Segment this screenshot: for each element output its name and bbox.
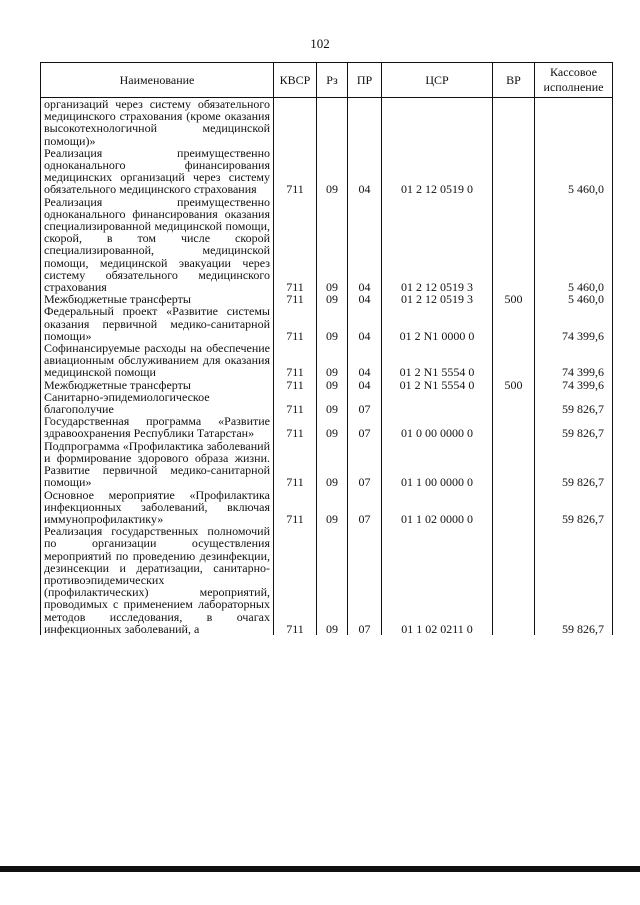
cell-amount: 5 460,0 (535, 293, 613, 305)
header-kvsr: КВСР (274, 63, 317, 98)
cell-csr (382, 98, 493, 147)
cell-csr (382, 391, 493, 415)
cell-csr: 01 1 00 0000 0 (382, 440, 493, 489)
cell-name: Межбюджетные трансферты (41, 293, 274, 305)
cell-kvsr: 711 (274, 415, 317, 439)
table-row (41, 98, 613, 147)
cell-kvsr: 711 (274, 391, 317, 415)
table-row (41, 415, 613, 439)
page-number: 102 (310, 36, 330, 51)
cell-vr (493, 440, 535, 489)
table-row (41, 525, 613, 635)
table-row (41, 342, 613, 379)
header-csr: ЦСР (382, 63, 493, 98)
cell-amount: 74 399,6 (535, 379, 613, 391)
cell-amount: 74 399,6 (535, 305, 613, 342)
cell-pr: 07 (348, 415, 382, 439)
cell-amount (535, 98, 613, 147)
table-header-row (41, 63, 613, 98)
cell-vr (493, 342, 535, 379)
cell-kvsr: 711 (274, 342, 317, 379)
cell-rz: 09 (317, 196, 348, 294)
cell-vr (493, 98, 535, 147)
cell-vr (493, 391, 535, 415)
cell-name: Основное мероприятие «Профилактика инфекционных заболеваний, включая иммунопрофилактику» (41, 489, 274, 526)
cell-pr: 04 (348, 147, 382, 196)
table-row (41, 305, 613, 342)
cell-name: Федеральный проект «Развитие системы оказания первичной медико-санитарной помощи» (41, 305, 274, 342)
table-row (41, 391, 613, 415)
cell-vr: 500 (493, 379, 535, 391)
cell-name: Санитарно-эпидемиологическое благополучие (41, 391, 274, 415)
cell-name: Государственная программа «Развитие здравоохранения Республики Татарстан» (41, 415, 274, 439)
cell-pr: 07 (348, 525, 382, 635)
cell-kvsr: 711 (274, 147, 317, 196)
cell-amount: 74 399,6 (535, 342, 613, 379)
cell-rz: 09 (317, 489, 348, 526)
cell-amount: 59 826,7 (535, 391, 613, 415)
cell-pr: 04 (348, 196, 382, 294)
cell-pr: 07 (348, 391, 382, 415)
cell-csr: 01 2 12 0519 0 (382, 147, 493, 196)
cell-name: Реализация преимущественно одноканального финансирования оказания специализированной медицинской помощи, скорой, в том числе скорой специализированной, медицинской помощи, медицинской эвакуации через систему обязательного медицинского страхования (41, 196, 274, 294)
header-name: Наименование (41, 63, 274, 98)
cell-kvsr: 711 (274, 525, 317, 635)
cell-vr: 500 (493, 293, 535, 305)
cell-name: организаций через систему обязательного медицинского страхования (кроме оказания высокотехнологичной медицинской помощи)» (41, 98, 274, 147)
cell-rz: 09 (317, 147, 348, 196)
cell-csr: 01 1 02 0000 0 (382, 489, 493, 526)
header-vr: ВР (493, 63, 535, 98)
cell-rz: 09 (317, 525, 348, 635)
cell-pr: 07 (348, 440, 382, 489)
cell-amount: 5 460,0 (535, 196, 613, 294)
cell-csr: 01 2 N1 5554 0 (382, 342, 493, 379)
cell-rz: 09 (317, 415, 348, 439)
cell-csr: 01 2 N1 0000 0 (382, 305, 493, 342)
header-kassovoe: Кассовое исполнение (535, 63, 613, 98)
cell-pr: 04 (348, 342, 382, 379)
table-row (41, 196, 613, 294)
page-bottom-bar (0, 866, 640, 872)
cell-amount: 59 826,7 (535, 415, 613, 439)
cell-kvsr: 711 (274, 379, 317, 391)
cell-csr: 01 0 00 0000 0 (382, 415, 493, 439)
cell-pr: 04 (348, 379, 382, 391)
cell-amount: 59 826,7 (535, 525, 613, 635)
cell-kvsr (274, 98, 317, 147)
cell-csr: 01 2 12 0519 3 (382, 196, 493, 294)
cell-rz: 09 (317, 342, 348, 379)
cell-vr (493, 415, 535, 439)
cell-pr: 07 (348, 489, 382, 526)
cell-vr (493, 147, 535, 196)
table-row (41, 489, 613, 526)
cell-rz: 09 (317, 440, 348, 489)
table-row (41, 147, 613, 196)
cell-csr: 01 2 12 0519 3 (382, 293, 493, 305)
cell-amount: 5 460,0 (535, 147, 613, 196)
header-rz: Рз (317, 63, 348, 98)
cell-rz (317, 98, 348, 147)
cell-amount: 59 826,7 (535, 440, 613, 489)
cell-vr (493, 525, 535, 635)
cell-rz: 09 (317, 293, 348, 305)
cell-kvsr: 711 (274, 305, 317, 342)
cell-name: Подпрограмма «Профилактика заболеваний и формирование здорового образа жизни. Развитие первичной медико-санитарной помощи» (41, 440, 274, 489)
cell-name: Реализация государственных полномочий по организации осуществления мероприятий по проведению дезинфекции, дезинсекции и дератизации, санитарно-противоэпидемических (профилактических) мероприятий, проводимых с применением лабораторных методов исследования, в очагах инфекционных заболеваний, а (41, 525, 274, 635)
cell-vr (493, 196, 535, 294)
cell-pr: 04 (348, 305, 382, 342)
cell-csr: 01 1 02 0211 0 (382, 525, 493, 635)
cell-pr: 04 (348, 293, 382, 305)
header-pr: ПР (348, 63, 382, 98)
table-row (41, 440, 613, 489)
cell-rz: 09 (317, 391, 348, 415)
cell-name: Реализация преимущественно одноканального финансирования медицинских организаций через систему обязательного медицинского страхования (41, 147, 274, 196)
cell-rz: 09 (317, 305, 348, 342)
cell-vr (493, 489, 535, 526)
cell-kvsr: 711 (274, 440, 317, 489)
budget-table (40, 62, 613, 635)
cell-kvsr: 711 (274, 489, 317, 526)
cell-vr (493, 305, 535, 342)
cell-name: Софинансируемые расходы на обеспечение авиационным обслуживанием для оказания медицинской помощи (41, 342, 274, 379)
cell-name: Межбюджетные трансферты (41, 379, 274, 391)
cell-pr (348, 98, 382, 147)
cell-amount: 59 826,7 (535, 489, 613, 526)
cell-csr: 01 2 N1 5554 0 (382, 379, 493, 391)
cell-kvsr: 711 (274, 293, 317, 305)
cell-rz: 09 (317, 379, 348, 391)
cell-kvsr: 711 (274, 196, 317, 294)
